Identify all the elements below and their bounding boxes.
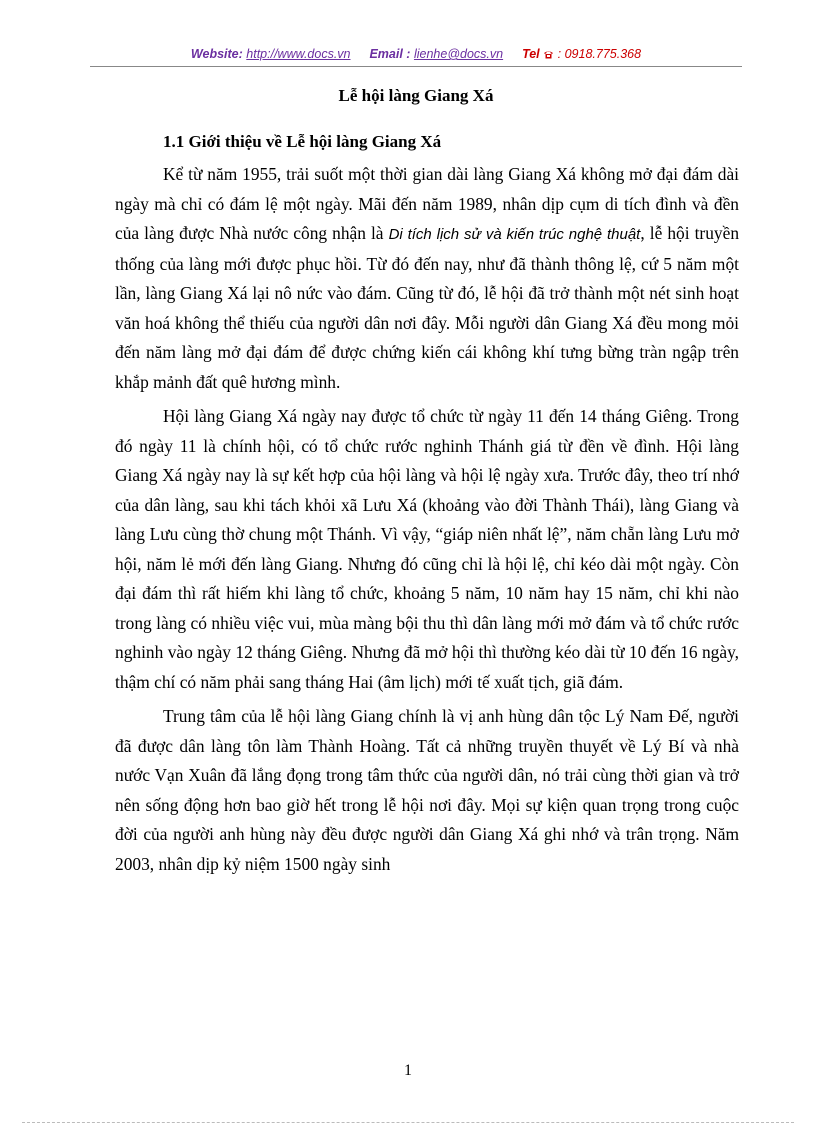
page-header bbox=[90, 47, 742, 61]
body-text bbox=[115, 160, 739, 879]
website-label: Website: bbox=[190, 47, 243, 61]
email-link[interactable]: lienhe@docs.vn bbox=[413, 47, 504, 61]
paragraph-1-part-2: , lễ hội truyền thống của làng mới được phục hồi. Từ đó đến nay, như đã thành thông lệ, cứ 5 năm một lần, làng Giang Xá lại nô nức vào đám. Cũng từ đó, lễ hội đã trở thành một nét sinh hoạt văn hoá không thể thiếu của người dân nơi đây. Mỗi người dân Giang Xá đều mong mỏi đến năm làng mở đại đám để được chứng kiến cái không khí tưng bừng tràn ngập trên khắp mảnh đất quê hương mình. bbox=[115, 223, 740, 392]
paragraph-3: Trung tâm của lễ hội làng Giang chính là vị anh hùng dân tộc Lý Nam Đế, người đã được dân làng tôn làm Thành Hoàng. Tất cả những truyền thuyết về Lý Bí và nhà nước Vạn Xuân đã lắng đọng trong tâm thức của người dân, nó trải cùng thời gian và trở nên sống động hơn bao giờ hết trong lễ hội nơi đây. Mọi sự kiện quan trọng trong cuộc đời của người anh hùng này đều được người dân Giang Xá ghi nhớ và trân trọng. Năm 2003, nhân dịp kỷ niệm 1500 ngày sinh bbox=[115, 706, 739, 874]
email-label: Email : bbox=[369, 47, 411, 61]
section-heading: 1.1 Giới thiệu về Lễ hội làng Giang Xá bbox=[163, 132, 442, 151]
paragraph-1 bbox=[115, 160, 739, 397]
website-link[interactable]: http://www.docs.vn bbox=[246, 47, 351, 61]
page-number: 1 bbox=[404, 1062, 412, 1079]
document-title: Lễ hội làng Giang Xá bbox=[338, 86, 494, 105]
paragraph-2: Hội làng Giang Xá ngày nay được tổ chức từ ngày 11 đến 14 tháng Giêng. Trong đó ngày 11 là chính hội, có tổ chức rước nghinh Thánh giá từ đền về đình. Hội làng Giang Xá ngày nay là sự kết hợp của hội làng và hội lệ ngày xưa. Trước đây, theo trí nhớ của dân làng, sau khi tách khỏi xã Lưu Xá (khoảng vào đời Thành Thái), làng Giang và làng Lưu cùng thờ chung một Thánh. Vì vậy, “giáp niên nhất lệ”, năm chẵn làng Lưu mở hội, năm lẻ mới đến làng Giang. Nhưng đó cũng chỉ là hội lệ, chỉ kéo dài một ngày. Còn đại đám thì rất hiếm khi làng tổ chức, khoảng 5 năm, 10 năm hay 15 năm, chỉ khi nào trong làng có nhiều việc vui, mùa màng bội thu thì dân làng mới mở đám và tổ chức rước nghinh vào ngày 12 tháng Giêng. Nhưng đã mở hội thì thường kéo dài từ 10 đến 16 ngày, thậm chí có năm phải sang tháng Hai (âm lịch) mới tế xuất tịch, giã đám. bbox=[115, 406, 739, 692]
header-divider bbox=[90, 66, 742, 67]
tel-label: Tel bbox=[522, 47, 540, 61]
paragraph-1-italic: Di tích lịch sử và kiến trúc nghệ thuật bbox=[388, 226, 641, 243]
tel-value: : 0918.775.368 bbox=[557, 47, 642, 61]
phone-icon bbox=[543, 50, 554, 59]
paragraph-1-part-1: Kể từ năm 1955, trải suốt một thời gian dài làng Giang Xá không mở đại đám dài ngày mà chỉ có đám lệ một ngày. Mãi đến năm 1989, nhân dịp cụm di tích đình và đền của làng được Nhà nước công nhận là bbox=[115, 164, 739, 243]
